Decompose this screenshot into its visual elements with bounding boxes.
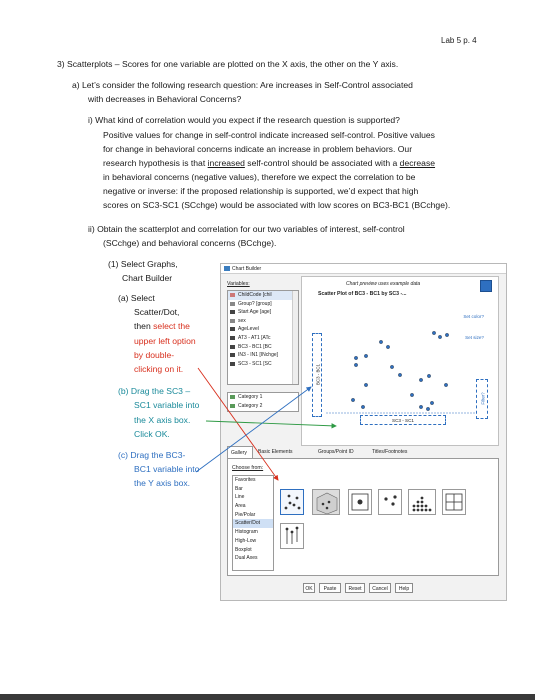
category-item: Category 2 (228, 402, 298, 411)
page-label: Lab 5 p. 4 (441, 36, 477, 45)
step-a-then: then (134, 321, 154, 331)
decrease-word: decrease (399, 158, 436, 168)
paste-button[interactable]: Paste (319, 583, 341, 593)
step-a-label: (a) Select (118, 293, 155, 303)
step-a-select-the: select the (153, 321, 190, 331)
question-a-line2: with decreases in Behavioral Concerns? (88, 94, 242, 104)
chart-type-item[interactable]: Area (235, 503, 246, 510)
variable-item[interactable]: Start Age [age] (228, 308, 298, 317)
hypothesis-text-b: self-control should be associated with a (244, 158, 400, 168)
step-a-red-line: clicking on it. (134, 364, 184, 374)
blue-arrow (196, 387, 311, 472)
chart-type-item[interactable]: Histogram (235, 529, 258, 536)
paragraph-line: in behavioral concerns (negative values), therefore we expect the correlation to be (103, 172, 416, 182)
question-i-line1: i) What kind of correlation would you expect if the research question is supported? (88, 115, 400, 125)
paragraph-line: scores on SC3-SC1 (SCchge) would be associated with low scores on BC3-BC1 (BCchge). (103, 200, 451, 210)
step-b-line: (b) Drag the SC3 – (118, 386, 191, 396)
variable-item[interactable]: BC3 - BC1 [BC (228, 343, 298, 352)
chart-type-item[interactable]: Line (235, 494, 245, 501)
help-button[interactable]: Help (395, 583, 413, 593)
step-b-line: the X axis box. (134, 415, 191, 425)
tab-basic-elements[interactable]: Basic Elements (258, 449, 293, 455)
variable-item[interactable]: IN3 - IN1 [INchge] (228, 351, 298, 360)
variable-item[interactable]: AT3 - AT1 [ATc (228, 334, 298, 343)
paragraph-line: for change in behavioral concerns indicate an increase in problem behaviors. Our (103, 144, 413, 154)
hypothesis-text-a: research hypothesis is that (103, 158, 208, 168)
chart-type-item[interactable]: Boxplot (235, 546, 252, 553)
variable-item[interactable]: AgeLevel (228, 325, 298, 334)
step-a-red-line: by double- (134, 350, 175, 360)
y-axis-label: BC3 - BC1 (315, 364, 321, 385)
chart-type-item-selected[interactable]: Scatter/Dot (233, 519, 273, 528)
paragraph-line: negative or inverse: if the proposed relationship is supported, we’d expect that high (103, 186, 419, 196)
category-item: Category 1 (228, 393, 298, 402)
set-size-label[interactable]: Set size? (465, 335, 484, 340)
step1-line2: Chart Builder (122, 273, 173, 283)
ok-button[interactable]: OK (303, 583, 315, 593)
question-a-line1: a) Let’s consider the following research question: Are increases in Self-Control associated (72, 80, 413, 90)
section-heading: 3) Scatterplots – Scores for one variable are plotted on the X axis, the other on the Y axis. (57, 59, 399, 69)
chart-type-item[interactable]: High-Low (235, 537, 257, 544)
step-b-line: Click OK. (134, 429, 170, 439)
red-arrow (198, 368, 278, 480)
choose-from-label: Choose from: (232, 465, 264, 471)
chart-type-item[interactable]: Dual Axes (235, 555, 258, 562)
tab-gallery[interactable]: Gallery (227, 446, 253, 458)
step-c-line: (c) Drag the BC3- (118, 450, 186, 460)
bottom-bar (0, 694, 535, 700)
x-axis-label: SC3 - SC1 (392, 418, 414, 423)
cancel-button[interactable]: Cancel (369, 583, 391, 593)
step-b-line: SC1 variable into (134, 400, 200, 410)
chart-type-item[interactable]: Favorites (235, 477, 256, 483)
increased-word: increased (207, 158, 245, 168)
step-a-red-line: upper left option (134, 336, 196, 346)
tab-groups-point-id[interactable]: Groups/Point ID (318, 449, 354, 455)
paragraph-line: Positive values for change in self-control indicate increased self-control. Positive values (103, 130, 435, 140)
green-arrow (206, 421, 336, 426)
question-ii-line1: ii) Obtain the scatterplot and correlation for our two variables of interest, self-control (88, 224, 405, 234)
step-c-line: the Y axis box. (134, 478, 191, 488)
set-color-label[interactable]: Set color? (463, 314, 484, 319)
filter-label: Filter? (480, 392, 486, 405)
step-a-line2: Scatter/Dot, (134, 307, 180, 317)
chart-type-item[interactable]: Pie/Polar (235, 511, 256, 518)
step1-line1: (1) Select Graphs, (108, 259, 178, 269)
preview-chart-title: Scatter Plot of BC3 - BC1 by SC3 -... (318, 291, 407, 297)
variable-item[interactable]: ChildCode [chil (228, 291, 298, 300)
dialog-title: Chart Builder (232, 266, 262, 272)
variable-item[interactable]: Group? [group] (228, 300, 298, 309)
chart-type-item[interactable]: Bar (235, 485, 243, 492)
preview-note: Chart preview uses example data (346, 281, 421, 287)
tab-titles-footnotes[interactable]: Titles/Footnotes (372, 449, 408, 455)
step-c-line: BC1 variable into (134, 464, 200, 474)
variables-label: Variables: (227, 281, 250, 287)
question-ii-line2: (SCchge) and behavioral concerns (BCchge). (103, 238, 277, 248)
reset-button[interactable]: Reset (345, 583, 365, 593)
variable-item[interactable]: SC3 - SC1 [SC (228, 360, 298, 369)
variable-item[interactable]: sex (228, 317, 298, 326)
